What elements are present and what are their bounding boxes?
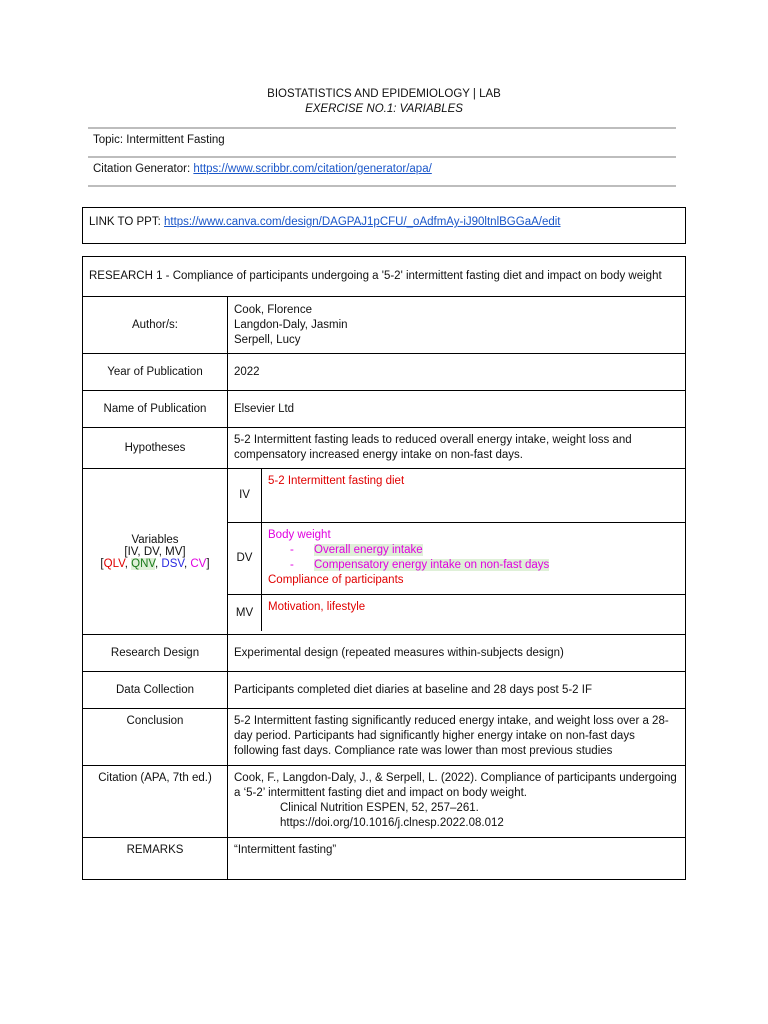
table-row [83,297,686,354]
year-label: Year of Publication [83,354,228,391]
research-title: RESEARCH 1 - Compliance of participants undergoing a '5-2' intermittent fasting diet and impact on body weight [83,257,686,297]
citation-doi: https://doi.org/10.1016/j.clnesp.2022.08.012 [280,817,504,829]
citation-cell [228,766,686,838]
publication-value: Elsevier Ltd [228,391,686,428]
citation-label: Citation (APA, 7th ed.) [83,766,228,838]
variables-label-cell [83,469,228,635]
table-row [83,672,686,709]
remarks-label: REMARKS [83,838,228,880]
collection-label: Data Collection [83,672,228,709]
legend-qnv: QNV [131,557,155,570]
author-item: Cook, Florence [234,303,312,316]
citation-generator-label: Citation Generator: [93,163,191,175]
divider [88,185,676,187]
legend-cv: CV [190,557,207,570]
ppt-link-box [82,207,686,244]
hypotheses-value: 5-2 Intermittent fasting leads to reduced overall energy intake, weight loss and compensatory increased energy intake on non-fast days. [228,428,686,469]
variables-legend: [QLV, QNV, DSV, CV] [100,557,210,570]
author-item: Langdon-Daly, Jasmin [234,318,348,331]
remarks-value: “Intermittent fasting” [228,838,686,880]
citation-line: Cook, F., Langdon-Daly, J., & Serpell, L. (2022). Compliance of participants undergoing a ‘5-2’ intermittent fasting diet and impact on body weight. [234,772,677,799]
dv-sub-item: - Compensatory energy intake on non-fast days [290,558,550,571]
author-item: Serpell, Lucy [234,333,301,346]
ppt-line [89,216,561,228]
mv-label: MV [228,594,262,631]
dv-label: DV [228,522,262,594]
variables-label: Variables [131,533,179,546]
hypotheses-label: Hypotheses [83,428,228,469]
legend-dsv: DSV [161,557,184,570]
collection-value: Participants completed diet diaries at baseline and 28 days post 5-2 IF [228,672,686,709]
ppt-label: LINK TO PPT: [89,216,161,228]
citation-line: Clinical Nutrition ESPEN, 52, 257–261. [280,802,479,814]
design-label: Research Design [83,635,228,672]
table-row [228,522,685,594]
ppt-link[interactable]: https://www.canva.com/design/DAGPAJ1pCFU/_oAdfmAy-iJ90ltnlBGGaA/edit [164,216,561,228]
table-row [228,594,685,631]
document-title: BIOSTATISTICS AND EPIDEMIOLOGY | LAB [267,88,501,100]
table-row [83,428,686,469]
authors-label: Author/s: [83,297,228,354]
table-row [83,838,686,880]
research-table [82,256,686,880]
table-row [83,391,686,428]
table-row [228,469,685,522]
iv-label: IV [228,469,262,522]
dv-sub-item: - Overall energy intake [290,543,423,556]
dv-cell [262,522,686,594]
publication-label: Name of Publication [83,391,228,428]
topic-label: Topic: [93,134,124,146]
dv-main: Body weight [268,528,331,541]
legend-qlv: QLV [103,557,125,570]
topic-line [93,134,225,146]
variables-types: [IV, DV, MV] [124,545,186,558]
document-subtitle: EXERCISE NO.1: VARIABLES [305,103,463,115]
design-value: Experimental design (repeated measures within-subjects design) [228,635,686,672]
topic-value: Intermittent Fasting [126,134,225,146]
dv-extra: Compliance of participants [268,573,404,586]
table-row [83,635,686,672]
conclusion-value: 5-2 Intermittent fasting significantly reduced energy intake, and weight loss over a 28-day period. Participants had significantly higher energy intake on non-fast days following fast days. Compliance rate was lower than most previous studies [228,709,686,766]
divider [88,156,676,158]
conclusion-label: Conclusion [83,709,228,766]
iv-value: 5-2 Intermittent fasting diet [262,469,686,522]
table-row [83,766,686,838]
table-row [83,469,686,635]
authors-cell [228,297,686,354]
table-row [83,257,686,297]
citation-generator-link[interactable]: https://www.scribbr.com/citation/generator/apa/ [193,163,432,175]
table-row [83,354,686,391]
divider [88,127,676,129]
mv-value: Motivation, lifestyle [268,600,366,613]
citation-generator-line [93,163,432,175]
variables-subtable [228,469,685,631]
table-row [83,709,686,766]
variables-detail-cell [228,469,686,635]
year-value: 2022 [228,354,686,391]
